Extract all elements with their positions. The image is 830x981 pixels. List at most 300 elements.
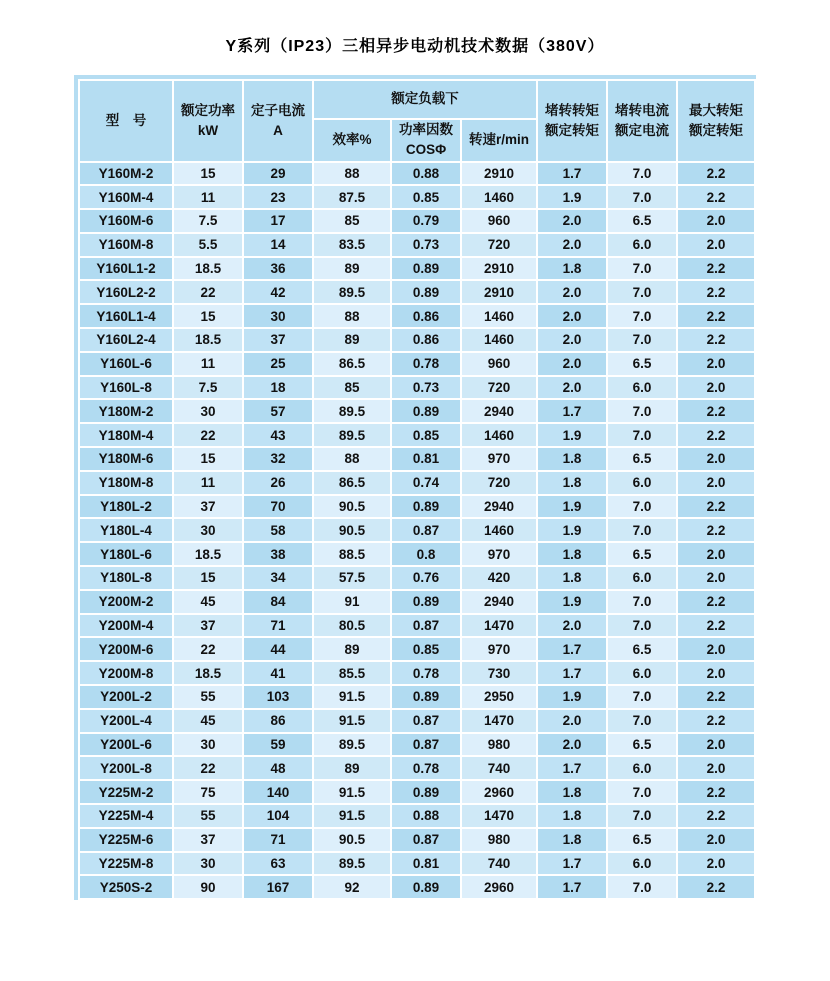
cell-power-factor: 0.85 — [391, 423, 461, 447]
cell-model: Y180L-8 — [79, 566, 173, 590]
cell-rated-power: 45 — [173, 709, 243, 733]
cell-locked-torque-ratio: 1.9 — [537, 685, 607, 709]
cell-power-factor: 0.87 — [391, 518, 461, 542]
cell-locked-current-ratio: 7.0 — [607, 257, 677, 281]
cell-locked-current-ratio: 6.5 — [607, 542, 677, 566]
cell-power-factor: 0.85 — [391, 637, 461, 661]
cell-power-factor: 0.76 — [391, 566, 461, 590]
cell-max-torque-ratio: 2.2 — [677, 162, 755, 186]
cell-locked-current-ratio: 7.0 — [607, 804, 677, 828]
cell-max-torque-ratio: 2.0 — [677, 661, 755, 685]
cell-locked-current-ratio: 7.0 — [607, 495, 677, 519]
cell-locked-torque-ratio: 2.0 — [537, 733, 607, 757]
cell-model: Y180M-4 — [79, 423, 173, 447]
header-locked-torque-ratio — [537, 80, 607, 162]
cell-locked-torque-ratio: 1.9 — [537, 590, 607, 614]
cell-efficiency: 91.5 — [313, 685, 391, 709]
cell-efficiency: 88.5 — [313, 542, 391, 566]
cell-rated-power: 18.5 — [173, 328, 243, 352]
cell-stator-current: 167 — [243, 875, 313, 899]
cell-speed: 720 — [461, 471, 537, 495]
cell-locked-torque-ratio: 1.7 — [537, 875, 607, 899]
cell-model: Y180M-6 — [79, 447, 173, 471]
header-rated-power-label: 额定功率 — [181, 102, 235, 118]
cell-locked-current-ratio: 6.0 — [607, 566, 677, 590]
cell-locked-current-ratio: 7.0 — [607, 399, 677, 423]
table-body — [79, 162, 755, 900]
cell-locked-current-ratio: 6.0 — [607, 233, 677, 257]
cell-max-torque-ratio: 2.2 — [677, 709, 755, 733]
cell-max-torque-ratio: 2.2 — [677, 518, 755, 542]
cell-efficiency: 91 — [313, 590, 391, 614]
cell-stator-current: 103 — [243, 685, 313, 709]
table-row — [79, 471, 755, 495]
cell-rated-power: 90 — [173, 875, 243, 899]
cell-rated-power: 11 — [173, 185, 243, 209]
cell-power-factor: 0.78 — [391, 661, 461, 685]
cell-power-factor: 0.73 — [391, 376, 461, 400]
cell-rated-power: 30 — [173, 399, 243, 423]
header-rated-load-group: 额定负载下 — [313, 80, 537, 119]
header-power-factor-label: 功率因数 — [399, 122, 453, 137]
cell-model: Y160L2-4 — [79, 328, 173, 352]
cell-rated-power: 7.5 — [173, 209, 243, 233]
cell-locked-torque-ratio: 1.8 — [537, 804, 607, 828]
cell-locked-current-ratio: 7.0 — [607, 162, 677, 186]
cell-rated-power: 18.5 — [173, 542, 243, 566]
cell-efficiency: 89.5 — [313, 423, 391, 447]
table-row — [79, 804, 755, 828]
header-locked-torque-numerator: 堵转转矩 — [545, 102, 600, 118]
cell-speed: 970 — [461, 542, 537, 566]
cell-speed: 720 — [461, 376, 537, 400]
cell-max-torque-ratio: 2.0 — [677, 566, 755, 590]
cell-locked-torque-ratio: 2.0 — [537, 328, 607, 352]
cell-locked-torque-ratio: 1.7 — [537, 399, 607, 423]
cell-power-factor: 0.89 — [391, 495, 461, 519]
cell-speed: 970 — [461, 637, 537, 661]
cell-model: Y225M-8 — [79, 852, 173, 876]
cell-max-torque-ratio: 2.0 — [677, 233, 755, 257]
page-title: Y系列（IP23）三相异步电动机技术数据（380V） — [225, 38, 605, 55]
cell-locked-current-ratio: 6.0 — [607, 471, 677, 495]
header-max-torque-denominator: 额定转矩 — [689, 122, 744, 138]
cell-model: Y160L1-2 — [79, 257, 173, 281]
table-row — [79, 304, 755, 328]
cell-speed: 730 — [461, 661, 537, 685]
table-row — [79, 447, 755, 471]
table-row — [79, 233, 755, 257]
cell-rated-power: 22 — [173, 637, 243, 661]
cell-locked-current-ratio: 7.0 — [607, 518, 677, 542]
table-row — [79, 780, 755, 804]
table-row — [79, 423, 755, 447]
cell-stator-current: 34 — [243, 566, 313, 590]
cell-stator-current: 43 — [243, 423, 313, 447]
cell-max-torque-ratio: 2.2 — [677, 875, 755, 899]
cell-speed: 980 — [461, 733, 537, 757]
cell-speed: 2910 — [461, 280, 537, 304]
cell-speed: 1460 — [461, 423, 537, 447]
cell-model: Y200M-4 — [79, 614, 173, 638]
cell-locked-current-ratio: 6.5 — [607, 637, 677, 661]
cell-stator-current: 42 — [243, 280, 313, 304]
cell-rated-power: 15 — [173, 162, 243, 186]
cell-speed: 1460 — [461, 328, 537, 352]
cell-efficiency: 89 — [313, 328, 391, 352]
cell-rated-power: 11 — [173, 471, 243, 495]
cell-efficiency: 85 — [313, 209, 391, 233]
cell-stator-current: 36 — [243, 257, 313, 281]
table-row — [79, 209, 755, 233]
cell-power-factor: 0.89 — [391, 685, 461, 709]
cell-rated-power: 22 — [173, 423, 243, 447]
table-row — [79, 542, 755, 566]
cell-stator-current: 48 — [243, 756, 313, 780]
cell-speed: 2940 — [461, 495, 537, 519]
table-row — [79, 162, 755, 186]
cell-model: Y160M-2 — [79, 162, 173, 186]
cell-locked-current-ratio: 7.0 — [607, 780, 677, 804]
cell-efficiency: 90.5 — [313, 518, 391, 542]
cell-model: Y200M-6 — [79, 637, 173, 661]
cell-max-torque-ratio: 2.0 — [677, 447, 755, 471]
cell-locked-current-ratio: 6.0 — [607, 852, 677, 876]
cell-speed: 980 — [461, 828, 537, 852]
cell-stator-current: 58 — [243, 518, 313, 542]
table-row — [79, 828, 755, 852]
table-row — [79, 875, 755, 899]
header-model: 型 号 — [79, 80, 173, 162]
motor-spec-table — [78, 79, 756, 900]
cell-locked-torque-ratio: 1.8 — [537, 566, 607, 590]
table-row — [79, 566, 755, 590]
cell-speed: 2960 — [461, 875, 537, 899]
cell-stator-current: 25 — [243, 352, 313, 376]
cell-max-torque-ratio: 2.0 — [677, 376, 755, 400]
cell-rated-power: 22 — [173, 280, 243, 304]
table-row — [79, 590, 755, 614]
cell-efficiency: 89 — [313, 257, 391, 281]
cell-max-torque-ratio: 2.2 — [677, 780, 755, 804]
header-rated-power-unit: kW — [197, 122, 219, 138]
cell-speed: 970 — [461, 447, 537, 471]
cell-locked-torque-ratio: 1.7 — [537, 162, 607, 186]
cell-stator-current: 17 — [243, 209, 313, 233]
cell-locked-current-ratio: 6.0 — [607, 376, 677, 400]
cell-efficiency: 90.5 — [313, 828, 391, 852]
cell-max-torque-ratio: 2.0 — [677, 852, 755, 876]
cell-rated-power: 37 — [173, 495, 243, 519]
cell-max-torque-ratio: 2.0 — [677, 637, 755, 661]
cell-stator-current: 44 — [243, 637, 313, 661]
table-row — [79, 399, 755, 423]
cell-speed: 2940 — [461, 590, 537, 614]
cell-locked-torque-ratio: 1.8 — [537, 447, 607, 471]
cell-locked-torque-ratio: 1.8 — [537, 542, 607, 566]
cell-locked-current-ratio: 7.0 — [607, 709, 677, 733]
cell-power-factor: 0.89 — [391, 257, 461, 281]
cell-power-factor: 0.8 — [391, 542, 461, 566]
cell-rated-power: 18.5 — [173, 257, 243, 281]
cell-locked-torque-ratio: 1.9 — [537, 423, 607, 447]
table-row — [79, 756, 755, 780]
cell-locked-current-ratio: 7.0 — [607, 685, 677, 709]
cell-max-torque-ratio: 2.2 — [677, 185, 755, 209]
cell-rated-power: 30 — [173, 852, 243, 876]
table-row — [79, 661, 755, 685]
table-row — [79, 257, 755, 281]
cell-locked-torque-ratio: 1.9 — [537, 518, 607, 542]
cell-efficiency: 89.5 — [313, 733, 391, 757]
cell-efficiency: 91.5 — [313, 804, 391, 828]
cell-model: Y180M-2 — [79, 399, 173, 423]
cell-rated-power: 30 — [173, 733, 243, 757]
cell-speed: 1470 — [461, 614, 537, 638]
cell-stator-current: 14 — [243, 233, 313, 257]
cell-model: Y200L-2 — [79, 685, 173, 709]
cell-power-factor: 0.87 — [391, 614, 461, 638]
cell-stator-current: 71 — [243, 614, 313, 638]
cell-rated-power: 22 — [173, 756, 243, 780]
cell-speed: 1460 — [461, 304, 537, 328]
cell-max-torque-ratio: 2.2 — [677, 280, 755, 304]
cell-locked-torque-ratio: 2.0 — [537, 304, 607, 328]
cell-stator-current: 18 — [243, 376, 313, 400]
cell-efficiency: 91.5 — [313, 709, 391, 733]
cell-model: Y225M-6 — [79, 828, 173, 852]
cell-locked-current-ratio: 7.0 — [607, 185, 677, 209]
cell-power-factor: 0.86 — [391, 328, 461, 352]
cell-model: Y200M-2 — [79, 590, 173, 614]
header-locked-current-numerator: 堵转电流 — [615, 102, 670, 118]
cell-model: Y180L-4 — [79, 518, 173, 542]
cell-locked-current-ratio: 6.0 — [607, 661, 677, 685]
cell-model: Y160M-6 — [79, 209, 173, 233]
cell-efficiency: 57.5 — [313, 566, 391, 590]
cell-efficiency: 92 — [313, 875, 391, 899]
cell-locked-current-ratio: 7.0 — [607, 875, 677, 899]
cell-max-torque-ratio: 2.2 — [677, 685, 755, 709]
cell-power-factor: 0.79 — [391, 209, 461, 233]
cell-locked-current-ratio: 6.5 — [607, 733, 677, 757]
cell-locked-current-ratio: 7.0 — [607, 423, 677, 447]
cell-locked-torque-ratio: 1.8 — [537, 471, 607, 495]
cell-locked-current-ratio: 6.5 — [607, 352, 677, 376]
cell-stator-current: 38 — [243, 542, 313, 566]
cell-locked-current-ratio: 7.0 — [607, 590, 677, 614]
cell-power-factor: 0.89 — [391, 780, 461, 804]
header-locked-current-ratio — [607, 80, 677, 162]
cell-power-factor: 0.78 — [391, 352, 461, 376]
cell-rated-power: 45 — [173, 590, 243, 614]
cell-max-torque-ratio: 2.0 — [677, 756, 755, 780]
table-row — [79, 328, 755, 352]
cell-locked-torque-ratio: 1.7 — [537, 637, 607, 661]
cell-locked-torque-ratio: 1.8 — [537, 780, 607, 804]
cell-model: Y160L-6 — [79, 352, 173, 376]
cell-locked-current-ratio: 7.0 — [607, 280, 677, 304]
cell-model: Y160L-8 — [79, 376, 173, 400]
table-row — [79, 185, 755, 209]
cell-efficiency: 83.5 — [313, 233, 391, 257]
cell-max-torque-ratio: 2.0 — [677, 471, 755, 495]
cell-speed: 2910 — [461, 257, 537, 281]
cell-rated-power: 15 — [173, 304, 243, 328]
cell-model: Y225M-4 — [79, 804, 173, 828]
cell-rated-power: 15 — [173, 447, 243, 471]
cell-max-torque-ratio: 2.0 — [677, 828, 755, 852]
cell-model: Y225M-2 — [79, 780, 173, 804]
cell-model: Y160L2-2 — [79, 280, 173, 304]
cell-locked-torque-ratio: 2.0 — [537, 614, 607, 638]
cell-efficiency: 89.5 — [313, 280, 391, 304]
cell-locked-torque-ratio: 2.0 — [537, 352, 607, 376]
cell-locked-torque-ratio: 2.0 — [537, 376, 607, 400]
cell-model: Y180M-8 — [79, 471, 173, 495]
cell-model: Y200L-8 — [79, 756, 173, 780]
cell-model: Y250S-2 — [79, 875, 173, 899]
cell-efficiency: 80.5 — [313, 614, 391, 638]
header-max-torque-numerator: 最大转矩 — [689, 102, 744, 118]
cell-stator-current: 71 — [243, 828, 313, 852]
cell-locked-current-ratio: 6.5 — [607, 828, 677, 852]
cell-rated-power: 55 — [173, 685, 243, 709]
cell-locked-torque-ratio: 1.8 — [537, 257, 607, 281]
table-row — [79, 495, 755, 519]
cell-rated-power: 75 — [173, 780, 243, 804]
cell-stator-current: 70 — [243, 495, 313, 519]
table-row — [79, 280, 755, 304]
table-row — [79, 709, 755, 733]
cell-max-torque-ratio: 2.2 — [677, 423, 755, 447]
cell-locked-torque-ratio: 1.7 — [537, 661, 607, 685]
header-power-factor — [391, 119, 461, 162]
cell-rated-power: 15 — [173, 566, 243, 590]
cell-power-factor: 0.89 — [391, 280, 461, 304]
cell-speed: 740 — [461, 852, 537, 876]
cell-stator-current: 86 — [243, 709, 313, 733]
table-header — [79, 80, 755, 162]
cell-locked-torque-ratio: 1.9 — [537, 185, 607, 209]
cell-locked-torque-ratio: 2.0 — [537, 233, 607, 257]
cell-max-torque-ratio: 2.0 — [677, 352, 755, 376]
cell-locked-torque-ratio: 2.0 — [537, 709, 607, 733]
cell-model: Y200L-6 — [79, 733, 173, 757]
cell-power-factor: 0.86 — [391, 304, 461, 328]
cell-max-torque-ratio: 2.2 — [677, 614, 755, 638]
cell-locked-torque-ratio: 1.7 — [537, 756, 607, 780]
cell-speed: 1460 — [461, 518, 537, 542]
cell-power-factor: 0.87 — [391, 709, 461, 733]
header-power-factor-symbol: COSΦ — [405, 142, 447, 158]
cell-rated-power: 30 — [173, 518, 243, 542]
cell-max-torque-ratio: 2.2 — [677, 328, 755, 352]
header-stator-current — [243, 80, 313, 162]
cell-speed: 1470 — [461, 804, 537, 828]
cell-power-factor: 0.89 — [391, 399, 461, 423]
cell-locked-current-ratio: 7.0 — [607, 304, 677, 328]
cell-max-torque-ratio: 2.2 — [677, 257, 755, 281]
cell-speed: 960 — [461, 352, 537, 376]
cell-stator-current: 63 — [243, 852, 313, 876]
cell-stator-current: 26 — [243, 471, 313, 495]
cell-locked-torque-ratio: 1.8 — [537, 828, 607, 852]
cell-max-torque-ratio: 2.2 — [677, 804, 755, 828]
cell-locked-current-ratio: 6.5 — [607, 209, 677, 233]
cell-locked-torque-ratio: 2.0 — [537, 280, 607, 304]
cell-max-torque-ratio: 2.2 — [677, 495, 755, 519]
cell-efficiency: 87.5 — [313, 185, 391, 209]
cell-power-factor: 0.87 — [391, 733, 461, 757]
cell-locked-current-ratio: 6.5 — [607, 447, 677, 471]
cell-efficiency: 89.5 — [313, 852, 391, 876]
cell-speed: 420 — [461, 566, 537, 590]
cell-efficiency: 88 — [313, 447, 391, 471]
header-rated-power — [173, 80, 243, 162]
cell-efficiency: 90.5 — [313, 495, 391, 519]
cell-max-torque-ratio: 2.0 — [677, 733, 755, 757]
cell-stator-current: 23 — [243, 185, 313, 209]
cell-rated-power: 18.5 — [173, 661, 243, 685]
cell-model: Y180L-6 — [79, 542, 173, 566]
cell-efficiency: 86.5 — [313, 471, 391, 495]
cell-power-factor: 0.78 — [391, 756, 461, 780]
cell-locked-current-ratio: 6.0 — [607, 756, 677, 780]
cell-model: Y200M-8 — [79, 661, 173, 685]
cell-efficiency: 88 — [313, 304, 391, 328]
cell-power-factor: 0.81 — [391, 852, 461, 876]
cell-rated-power: 7.5 — [173, 376, 243, 400]
cell-efficiency: 85 — [313, 376, 391, 400]
table-row — [79, 352, 755, 376]
cell-power-factor: 0.88 — [391, 162, 461, 186]
cell-speed: 2940 — [461, 399, 537, 423]
cell-efficiency: 89.5 — [313, 399, 391, 423]
header-speed: 转速r/min — [461, 119, 537, 162]
header-locked-torque-denominator: 额定转矩 — [545, 122, 600, 138]
cell-max-torque-ratio: 2.2 — [677, 399, 755, 423]
header-efficiency: 效率% — [313, 119, 391, 162]
cell-power-factor: 0.74 — [391, 471, 461, 495]
cell-stator-current: 104 — [243, 804, 313, 828]
cell-efficiency: 88 — [313, 162, 391, 186]
cell-speed: 960 — [461, 209, 537, 233]
table-row — [79, 685, 755, 709]
cell-locked-current-ratio: 7.0 — [607, 328, 677, 352]
cell-stator-current: 30 — [243, 304, 313, 328]
cell-stator-current: 32 — [243, 447, 313, 471]
cell-speed: 740 — [461, 756, 537, 780]
cell-speed: 2960 — [461, 780, 537, 804]
cell-power-factor: 0.89 — [391, 590, 461, 614]
cell-stator-current: 57 — [243, 399, 313, 423]
cell-speed: 720 — [461, 233, 537, 257]
header-locked-current-denominator: 额定电流 — [615, 122, 670, 138]
cell-model: Y180L-2 — [79, 495, 173, 519]
cell-rated-power: 55 — [173, 804, 243, 828]
cell-stator-current: 140 — [243, 780, 313, 804]
cell-speed: 2950 — [461, 685, 537, 709]
cell-max-torque-ratio: 2.0 — [677, 542, 755, 566]
header-stator-current-label: 定子电流 — [251, 102, 305, 118]
cell-power-factor: 0.89 — [391, 875, 461, 899]
cell-speed: 2910 — [461, 162, 537, 186]
cell-model: Y160M-4 — [79, 185, 173, 209]
cell-speed: 1460 — [461, 185, 537, 209]
cell-locked-torque-ratio: 2.0 — [537, 209, 607, 233]
table-row — [79, 376, 755, 400]
